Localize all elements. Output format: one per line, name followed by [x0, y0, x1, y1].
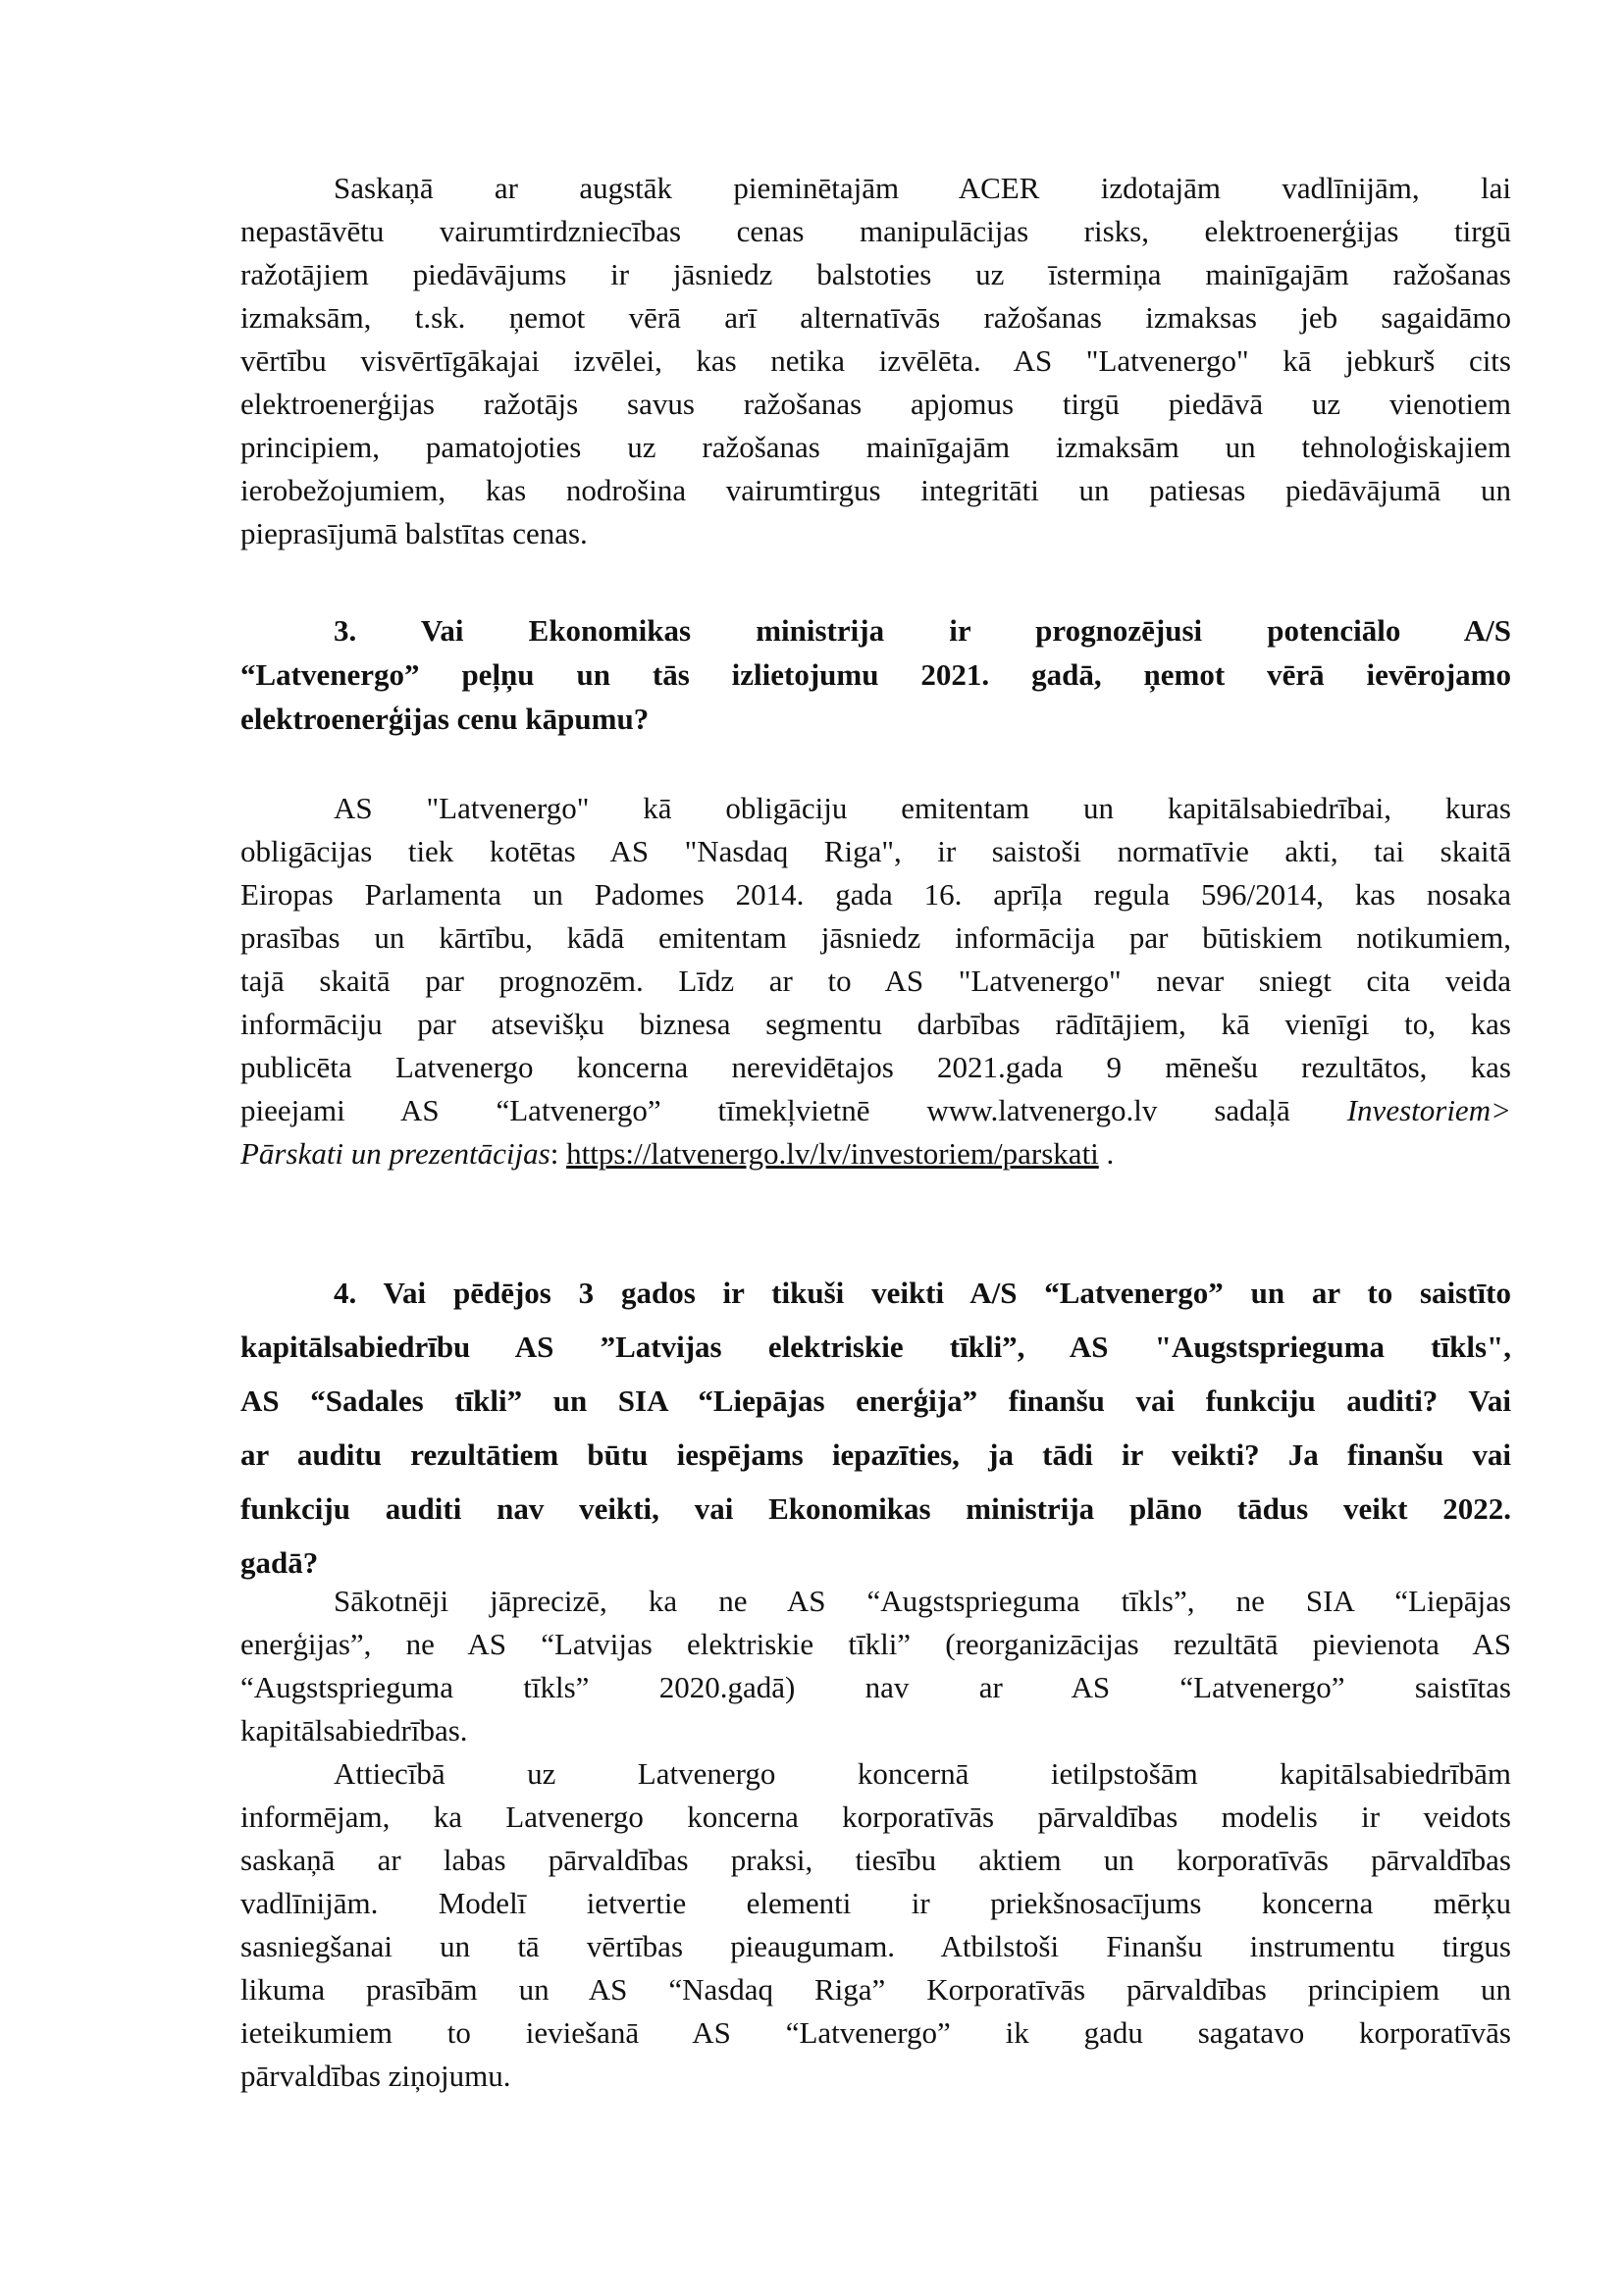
text-segment: : — [550, 1136, 567, 1171]
text-line: 3. Vai Ekonomikas ministrija ir prognozējusi potenciālo A/S — [334, 613, 1511, 648]
paragraph-acer — [240, 167, 1511, 555]
text-segment: Pārskati un prezentācijas — [240, 1136, 550, 1171]
text-line: funkciju auditi nav veikti, vai Ekonomikas ministrija plāno tādus veikt 2022. — [240, 1491, 1511, 1526]
question-3-heading — [240, 608, 1511, 741]
text-line: “Augstsprieguma tīkls” 2020.gadā) nav ar AS “Latvenergo” saistītas — [240, 1670, 1511, 1704]
text-line: nepastāvētu vairumtirdzniecības cenas manipulācijas risks, elektroenerģijas tirgū — [240, 214, 1511, 248]
text-line: vadlīnijām. Modelī ietvertie elementi ir priekšnosacījums koncerna mērķu — [240, 1886, 1511, 1920]
text-line: AS “Sadales tīkli” un SIA “Liepājas enerģija” finanšu vai funkciju auditi? Vai — [240, 1383, 1511, 1418]
text-line: kapitālsabiedrības. — [240, 1713, 468, 1748]
text-line: AS "Latvenergo" kā obligāciju emitentam un kapitālsabiedrībai, kuras — [334, 791, 1511, 825]
text-line: Eiropas Parlamenta un Padomes 2014. gada 16. aprīļa regula 596/2014, kas nosaka — [240, 877, 1511, 912]
text-line: ar auditu rezultātiem būtu iespējams iepazīties, ja tādi ir veikti? Ja finanšu vai — [240, 1437, 1511, 1472]
text-line: Sākotnēji jāprecizē, ka ne AS “Augstsprieguma tīkls”, ne SIA “Liepājas — [334, 1584, 1511, 1618]
text-line: informējam, ka Latvenergo koncerna korporatīvās pārvaldības modelis ir veidots — [240, 1800, 1511, 1834]
text-line: elektroenerģijas ražotājs savus ražošanas apjomus tirgū piedāvā uz vienotiem — [240, 387, 1511, 421]
text-segment: Investoriem> — [1346, 1093, 1511, 1127]
text-line: principiem, pamatojoties uz ražošanas mainīgajām izmaksām un tehnoloģiskajiem — [240, 430, 1511, 464]
text-segment: pieejami AS “Latvenergo” tīmekļvietnē www.latvenergo.lv sadaļā — [240, 1093, 1347, 1127]
report-link[interactable]: https://latvenergo.lv/lv/investoriem/parskati — [566, 1136, 1099, 1171]
text-line: kapitālsabiedrību AS ”Latvijas elektriskie tīkli”, AS "Augstsprieguma tīkls", — [240, 1330, 1511, 1364]
text-line: 4. Vai pēdējos 3 gados ir tikuši veikti A/S “Latvenergo” un ar to saistīto — [334, 1276, 1511, 1310]
text-line: “Latvenergo” peļņu un tās izlietojumu 2021. gadā, ņemot vērā ievērojamo — [240, 657, 1511, 692]
text-line — [240, 1089, 1511, 1132]
text-line: prasības un kārtību, kādā emitentam jāsniedz informācija par būtiskiem notikumiem, — [240, 920, 1511, 955]
question-4-heading — [240, 1266, 1511, 1590]
text-line: tajā skaitā par prognozēm. Līdz ar to AS "Latvenergo" nevar sniegt cita veida — [240, 964, 1511, 998]
text-line: sasniegšanai un tā vērtības pieaugumam. Atbilstoši Finanšu instrumentu tirgus — [240, 1929, 1511, 1963]
text-line: ierobežojumiem, kas nodrošina vairumtirgus integritāti un patiesas piedāvājumā un — [240, 473, 1511, 507]
text-line: izmaksām, t.sk. ņemot vērā arī alternatīvās ražošanas izmaksas jeb sagaidāmo — [240, 300, 1511, 335]
text-line: enerģijas”, ne AS “Latvijas elektriskie tīkli” (reorganizācijas rezultātā pievienota AS — [240, 1627, 1511, 1661]
text-line: informāciju par atsevišķu biznesa segmentu darbības rādītājiem, kā vienīgi to, kas — [240, 1007, 1511, 1041]
text-segment: . — [1098, 1136, 1115, 1171]
text-line: saskaņā ar labas pārvaldības praksi, tiesību aktiem un korporatīvās pārvaldības — [240, 1843, 1511, 1877]
text-line — [240, 1132, 1511, 1175]
text-line: pārvaldības ziņojumu. — [240, 2059, 511, 2093]
text-line: likuma prasībām un AS “Nasdaq Riga” Korporatīvās pārvaldības principiem un — [240, 1972, 1511, 2007]
text-line: ražotājiem piedāvājums ir jāsniedz balstoties uz īstermiņa mainīgajām ražošanas — [240, 257, 1511, 291]
text-line: elektroenerģijas cenu kāpumu? — [240, 702, 650, 736]
answer-4a-paragraph — [240, 1580, 1511, 1752]
answer-4b-paragraph — [240, 1752, 1511, 2098]
text-line: publicēta Latvenergo koncerna nerevidētajos 2021.gada 9 mēnešu rezultātos, kas — [240, 1050, 1511, 1084]
answer-3-paragraph — [240, 787, 1511, 1175]
text-line: pieprasījumā balstītas cenas. — [240, 516, 588, 550]
text-line: Attiecībā uz Latvenergo koncernā ietilpstošām kapitālsabiedrībām — [334, 1756, 1511, 1791]
text-line: vērtību visvērtīgākajai izvēlei, kas netika izvēlēta. AS "Latvenergo" kā jebkurš cits — [240, 343, 1511, 378]
text-line: Saskaņā ar augstāk pieminētajām ACER izdotajām vadlīnijām, lai — [334, 171, 1511, 205]
text-line: obligācijas tiek kotētas AS "Nasdaq Riga", ir saistoši normatīvie akti, tai skaitā — [240, 834, 1511, 868]
text-line: gadā? — [240, 1545, 319, 1580]
text-line: ieteikumiem to ieviešanā AS “Latvenergo” ik gadu sagatavo korporatīvās — [240, 2015, 1511, 2050]
